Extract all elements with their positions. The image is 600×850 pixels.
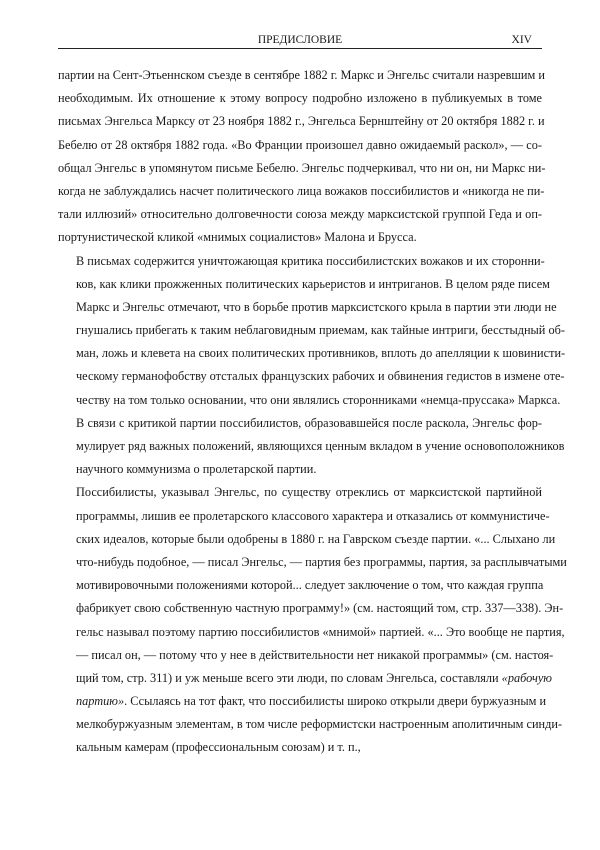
- body-text: [58, 64, 567, 760]
- text-line: мулирует ряд важных положений, являющихся ценным вкладом в учение основоположников: [76, 439, 565, 453]
- text-line: ских идеалов, которые были одобрены в 1880 г. на Гаврском съезде партии. «... Слыхано ли: [76, 531, 556, 546]
- text-line: ков, как клики прожженных политических карьеристов и интриганов. В целом ряде писем: [76, 276, 550, 291]
- paragraph: [58, 64, 546, 250]
- text-line: Поссибилисты, указывал Энгельс, по существу отреклись от марксистской партийной: [76, 485, 542, 500]
- text-line: программы, лишив ее пролетарского классового характера и отказались от коммунистиче-: [76, 508, 550, 523]
- text-line: щий том, стр. 311) и уж меньше всего эти люди, по словам Энгельса, составляли «рабочую: [76, 670, 552, 685]
- section-title: ПРЕДИСЛОВИЕ: [257, 34, 343, 46]
- text-line: партию». Ссылаясь на тот факт, что поссибилисты широко открыли двери буржуазным и: [76, 694, 547, 709]
- page-number: XIV: [511, 34, 532, 46]
- text-line: когда не заблуждались насчет политического лица вожаков поссибилистов и «никогда не пи-: [58, 183, 545, 198]
- text-line: фабрикует свою собственную частную программу!» (см. настоящий том, стр. 337—338). Эн-: [76, 601, 564, 616]
- text-line: тали иллюзий» относительно долговечности союза между марксистской группой Геда и оп-: [58, 207, 542, 222]
- text-line: гельс называл поэтому партию поссибилистов «мнимой» партией. «... Это вообще не партия,: [76, 624, 565, 639]
- running-head: [58, 33, 542, 49]
- text-line: научного коммунизма о пролетарской партии.: [76, 462, 317, 477]
- text-line: — писал он, — потому что у нее в действительности нет никакой программы» (см. настоя-: [76, 647, 554, 662]
- text-line: общал Энгельс в упомянутом письме Бебелю. Энгельс подчеркивал, что ни он, ни Маркс ни-: [58, 160, 546, 175]
- text-line: ческому германофобству отсталых французских рабочих и обвинения гедистов в измене оте-: [76, 369, 565, 384]
- text-line: мелкобуржуазным элементам, в том числе реформистски настроенным аполитичным синди-: [76, 717, 563, 732]
- text-line: партии на Сент-Этьеннском съезде в сентябре 1882 г. Маркс и Энгельс считали назревшим и: [58, 68, 545, 82]
- text-line: что-нибудь подобное, — писал Энгельс, — партия без программы, партия, за расплывчатыми: [76, 554, 567, 569]
- text-line: Маркс и Энгельс отмечают, что в борьбе против марксистского крыла в партии эти люди не: [76, 299, 557, 314]
- text-line: В связи с критикой партии поссибилистов, образовавшейся после раскола, Энгельс фор-: [76, 415, 542, 430]
- text-line: письмах Энгельса Марксу от 23 ноября 1882 г., Энгельса Бернштейну от 20 октября 1882 г. и: [58, 114, 545, 129]
- text-line: В письмах содержится уничтожающая критика поссибилистских вожаков и их сторонни-: [76, 253, 545, 268]
- text-line: необходимым. Их отношение к этому вопросу подробно изложено в публикуемых в томе: [58, 91, 542, 106]
- text-line: портунистической кликой «мнимых социалистов» Малона и Брусса.: [58, 230, 417, 245]
- text-line: кальным камерам (профессиональным союзам) и т. п.,: [76, 740, 361, 755]
- text-line: мотивировочными положениями которой... следует заключение о том, что каждая группа: [76, 578, 544, 593]
- text-line: Бебелю от 28 октября 1882 года. «Во Франции произошел давно ожидаемый раскол», — со-: [58, 137, 542, 152]
- paragraph: [58, 481, 567, 759]
- text-line: честву на том только основании, что они являлись сторонниками «немца-пруссака» Маркса.: [76, 392, 561, 407]
- text-line: ман, ложь и клевета на своих политических противников, вплоть до апелляции к шовинисти-: [76, 346, 566, 361]
- paragraph: [58, 412, 565, 482]
- text-line: гнушались прибегать к таким неблаговидным приемам, как тайные интриги, бесстыдный об-: [76, 323, 565, 338]
- paragraph: [58, 250, 566, 412]
